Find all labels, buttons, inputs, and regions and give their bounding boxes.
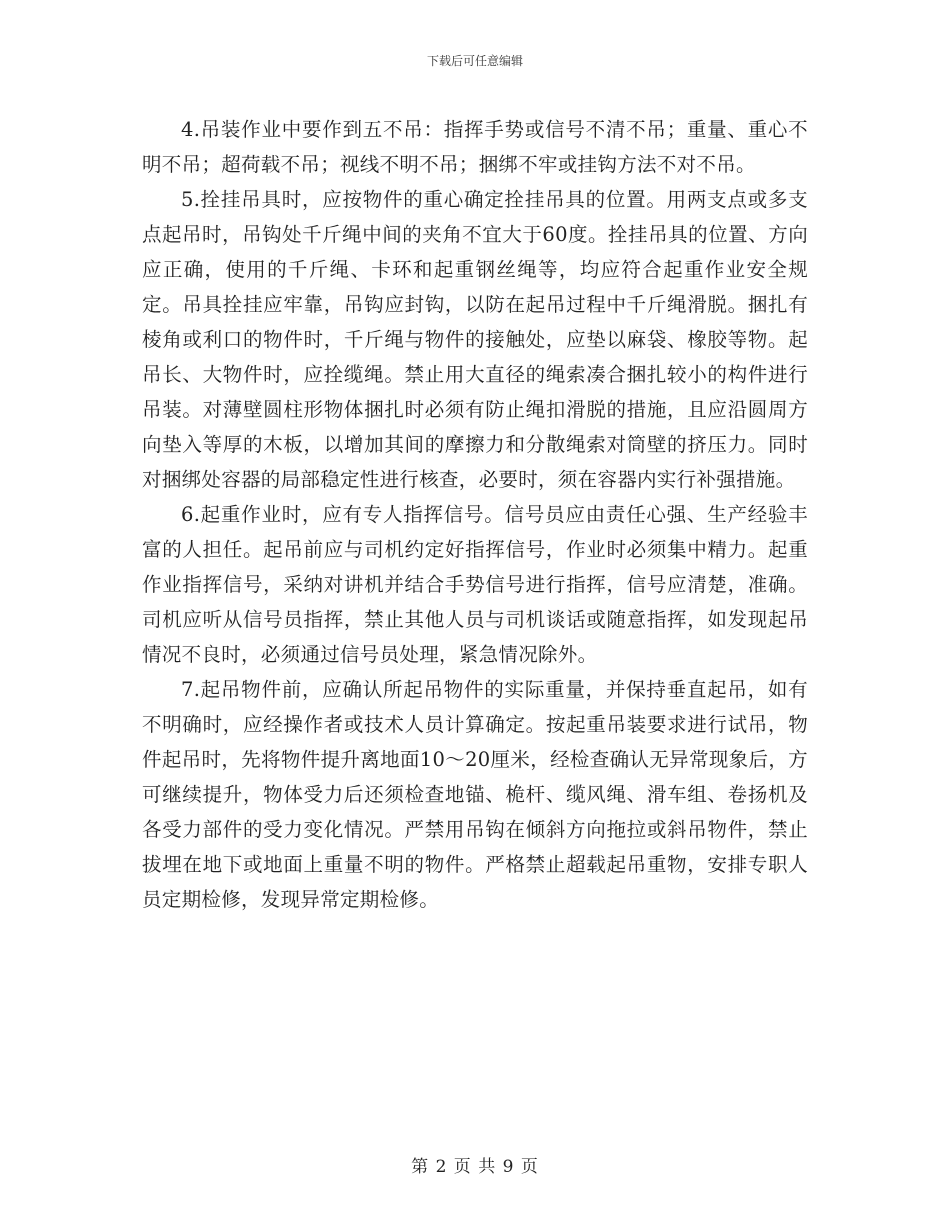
paragraph-item-6: 6.起重作业时，应有专人指挥信号。信号员应由责任心强、生产经验丰富的人担任。起吊前应与司机约定好指挥信号，作业时必须集中精力。起重作业指挥信号，采纳对讲机并结合手势信号进行指挥，信号应清楚，准确。司机应听从信号员指挥，禁止其他人员与司机谈话或随意指挥，如发现起吊情况不良时，必须通过信号员处理，紧急情况除外。	[142, 503, 808, 666]
page-number-footer: 第 2 页 共 9 页	[411, 1157, 539, 1177]
document-body	[142, 112, 808, 917]
paragraph-item-7: 7.起吊物件前，应确认所起吊物件的实际重量，并保持垂直起吊，如有不明确时，应经操作者或技术人员计算确定。按起重吊装要求进行试吊，物件起吊时，先将物件提升离地面10～20厘米，经检查确认无异常现象后，方可继续提升，物体受力后还须检查地锚、桅杆、缆风绳、滑车组、卷扬机及各受力部件的受力变化情况。严禁用吊钩在倾斜方向拖拉或斜吊物件，禁止拔埋在地下或地面上重量不明的物件。严格禁止超载起吊重物，安排专职人员定期检修，发现异常定期检修。	[142, 678, 808, 911]
page-header: 下载后可任意编辑	[426, 54, 523, 68]
paragraph-item-5: 5.拴挂吊具时，应按物件的重心确定拴挂吊具的位置。用两支点或多支点起吊时，吊钩处千斤绳中间的夹角不宜大于60度。拴挂吊具的位置、方向应正确，使用的千斤绳、卡环和起重钢丝绳等，均应符合起重作业安全规定。吊具拴挂应牢靠，吊钩应封钩，以防在起吊过程中千斤绳滑脱。捆扎有棱角或利口的物件时，千斤绳与物件的接触处，应垫以麻袋、橡胶等物。起吊长、大物件时，应拴缆绳。禁止用大直径的绳索凑合捆扎较小的构件进行吊装。对薄壁圆柱形物体捆扎时必须有防止绳扣滑脱的措施，且应沿圆周方向垫入等厚的木板，以增加其间的摩擦力和分散绳索对筒壁的挤压力。同时对捆绑处容器的局部稳定性进行核查，必要时，须在容器内实行补强措施。	[142, 188, 808, 491]
paragraph-item-4: 4.吊装作业中要作到五不吊：指挥手势或信号不清不吊；重量、重心不明不吊；超荷载不吊；视线不明不吊；捆绑不牢或挂钩方法不对不吊。	[142, 118, 808, 176]
